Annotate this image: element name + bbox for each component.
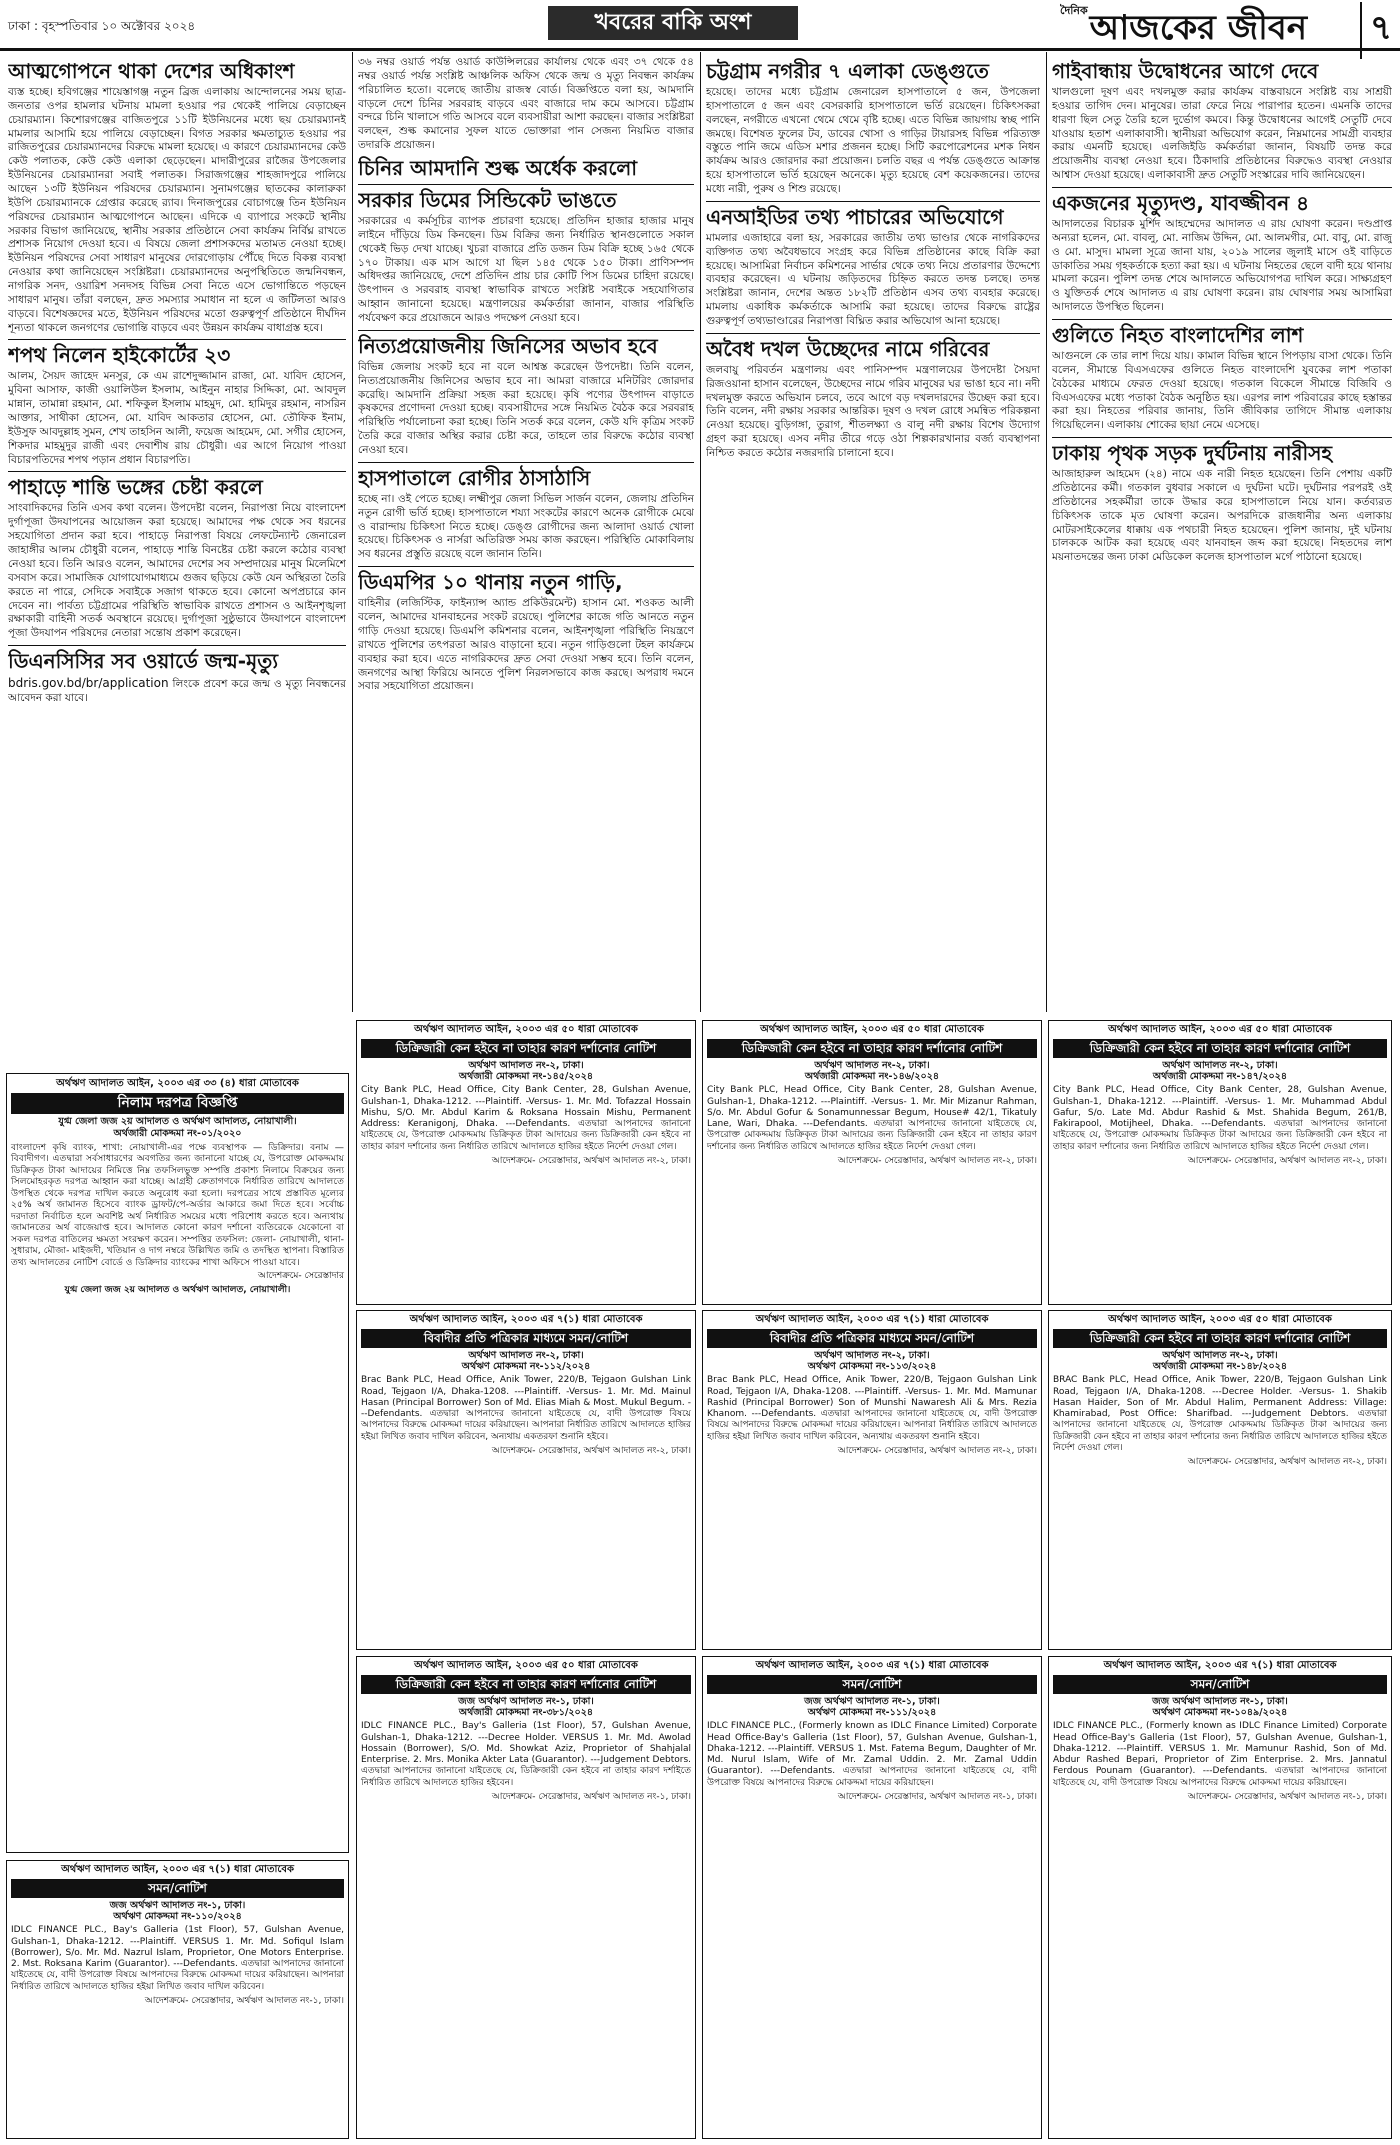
- notice-court: জজ অর্থঋণ আদালত নং-১, ঢাকা।: [109, 1899, 246, 1911]
- article-body-a2: আলম, সৈয়দ জাহেদ মনসুর, কে এম রাশেদুজ্জামান রাজা, মো. যাবিদ হোসেন, মুবিনা আসাফ, কাজী ওয়ালিউল ইসলাম, আইনুন নাহার সিদ্দিকা, মো. আবদুল মান্নান, তামান্না রহমান, মো. শফিকুল ইসলাম মাহমুদ, মো. হামিদুর রহমান, নাসরিন আক্তার, সাথীকা হোসেন, মো. যাবিদ আকতার হোসেন, মো. তৌফিক ইনাম, ইউসুফ আবদুল্লাহ সুমন, শেখ তাহসিন আলী, ফয়েজ আহমেদ, মো. সগীর হোসেন, শিকদার মাহমুদুর রাজী এবং দেবাশীষ রায় চৌধুরী। এর আগে নিয়োগ পাওয়া বিচারপতিদের শপথ পড়ান প্রধান বিচারপতি।: [8, 370, 346, 466]
- notice-law: অর্থঋণ আদালত আইন, ২০০৩ এর ৫০ ধারা মোতাবেক: [760, 1024, 984, 1035]
- column-divider: [700, 52, 701, 1012]
- headline-a10: চট্টগ্রাম নগরীর ৭ এলাকা ডেঙ্গুতে: [706, 59, 989, 83]
- notice-sign: আদেশক্রমে- সেরেস্তাদার, অর্থঋণ আদালত নং-১, ঢাকা।: [837, 1791, 1037, 1802]
- column-divider: [1046, 52, 1047, 1012]
- court-notice: [356, 1020, 696, 1305]
- notice-court: জজ অর্থঋণ আদালত নং-১, ঢাকা।: [804, 1695, 940, 1707]
- notice-case: অর্থঋণ মোকদ্দমা নং-১১৩/২০২৪: [807, 1361, 937, 1373]
- notice-law: অর্থঋণ আদালত আইন, ২০০৩ এর ৭(১) ধারা মোতাবেক: [409, 1314, 643, 1325]
- column-1: [8, 56, 346, 1068]
- notice-sign: আদেশক্রমে- সেরেস্তাদার, অর্থঋণ আদালত নং-১, ঢাকা।: [491, 1791, 691, 1802]
- court-notice: [702, 1310, 1042, 1650]
- court-notice: [356, 1656, 696, 2139]
- article-body-a7: বিভিন্ন জেলায় সংকট হবে না বলে আশ্বস্ত করেছেন উপদেষ্টা। তিনি বলেন, নিত্যপ্রয়োজনীয় জিনিসের অভাব হবে না। আমরা বাজারে মনিটরিং জোরদার করেছি। আমদানি প্রক্রিয়া সহজ করা হয়েছে। কৃষি পণ্যের উৎপাদন বাড়াতে কৃষকদের প্রণোদনা দেওয়া হচ্ছে। ব্যবসায়ীদের সঙ্গে নিয়মিত বৈঠক করে সরবরাহ পরিস্থিতি পর্যালোচনা করা হচ্ছে। তিনি সতর্ক করে বলেন, কেউ যদি কৃত্রিম সংকট তৈরি করে বাজার অস্থির করার চেষ্টা করে, তাহলে তার বিরুদ্ধে কঠোর ব্যবস্থা নেওয়া হবে।: [358, 360, 694, 457]
- notice-law: অর্থঋণ আদালত আইন, ২০০৩ এর ৫০ ধারা মোতাবেক: [414, 1660, 638, 1671]
- notice-title: বিবাদীর প্রতি পত্রিকার মাধ্যমে সমন/নোটিশ: [361, 1329, 691, 1348]
- column-4: [1052, 56, 1392, 1016]
- article-body-a11: মামলার এজাহারে বলা হয়, সরকারের জাতীয় তথ্য ভাণ্ডার থেকে নাগরিকদের ব্যক্তিগত তথ্য অবৈধভাবে সংগ্রহ করে বিভিন্ন প্রতিষ্ঠানের কাছে বিক্রি করা হয়েছে। আসামিরা নির্বাচন কমিশনের সার্ভার থেকে তথ্য নিয়ে প্রতারণার উদ্দেশ্যে ব্যবহার করেছেন। এ ঘটনায় জড়িতদের চিহ্নিত করতে তদন্ত চলছে। তদন্ত সংশ্লিষ্টরা জানান, দেশের অন্তত ১৮২টি প্রতিষ্ঠান এসব তথ্য ব্যবহার করেছে। মামলায় একাধিক কর্মকর্তাকে আসামি করা হয়েছে। তাদের বিরুদ্ধে রাষ্ট্রের গুরুত্বপূর্ণ তথ্যভাণ্ডারের নিরাপত্তা বিঘ্নিত করার অভিযোগ আনা হয়েছে।: [706, 231, 1040, 328]
- column-2: [358, 56, 694, 1016]
- headline-a16: ঢাকায় পৃথক সড়ক দুর্ঘটনায় নারীসহ: [1052, 441, 1332, 466]
- notice-title: সমন/নোটিশ: [11, 1879, 344, 1898]
- headline-a4: ডিএনসিসির সব ওয়ার্ডে জন্ম-মৃত্যু: [8, 649, 278, 674]
- notice-court: অর্থঋণ আদালত নং-২, ঢাকা।: [468, 1059, 584, 1071]
- headline-a2: শপথ নিলেন হাইকোর্টের ২৩: [8, 343, 231, 368]
- headline-a3: পাহাড়ে শান্তি ভঙ্গের চেষ্টা করলে: [8, 475, 263, 500]
- notice-court: জজ অর্থঋণ আদালত নং-১, ঢাকা।: [458, 1695, 594, 1707]
- notice-title: সমন/নোটিশ: [707, 1675, 1037, 1694]
- notice-court: যুগ্ম জেলা জজ ২য় আদালত ও অর্থঋণ আদালত, নোয়াখালী।: [58, 1116, 297, 1127]
- notice-law: অর্থঋণ আদালত আইন, ২০০৩ এর ৭(১) ধারা মোতাবেক: [755, 1314, 989, 1325]
- article-body-a5: ৩৬ নম্বর ওয়ার্ড পর্যন্ত ওয়ার্ড কাউন্সিলরের কার্যালয় থেকে এবং ৩৭ থেকে ৫৪ নম্বর ওয়ার্ড পর্যন্ত সংশ্লিষ্ট আঞ্চলিক অফিস থেকে জন্ম ও মৃত্যু নিবন্ধন কার্যক্রম পরিচালিত হতো। বলেছে জাতীয় রাজস্ব বোর্ড। বিজ্ঞপ্তিতে বলা হয়, আমদানি বাড়লে দেশে চিনির সরবরাহ বাড়বে এবং বাজারে দাম কমে আসবে। চট্টগ্রাম বন্দরে চিনি খালাসে গতি আসবে বলে ব্যবসায়ীরা আশা করছেন। বাজার সংশ্লিষ্টরা বলছেন, শুল্ক কমানোর সুফল যাতে ভোক্তারা পান সেজন্য নিয়মিত বাজার তদারকি প্রয়োজন।: [358, 56, 694, 152]
- notice-body: Brac Bank PLC, Head Office, Anik Tower, 220/B, Tejgaon Gulshan Link Road, Tejgaon I/A, Dhaka-1208. ---Plaintiff. -Versus- 1. Mr. Md. Mainul Hasan (Principal Borrower) Son of Md. Elias Miah & Most. Mukul Begum. ---Defendants. এতদ্বারা আপনাদের জানানো যাইতেছে যে, বাদী উপরোক্ত বিষয়ে আপনাদের বিরুদ্ধে মোকদ্দমা দায়ের করিয়াছেন। আপনারা নির্ধারিত তারিখে আদালতে হাজির হইয়া লিখিত জবাব দাখিল করিবেন, অন্যথায় একতরফা শুনানি হইবে।: [361, 1375, 691, 1442]
- article-body-a3: সাংবাদিকদের তিনি এসব কথা বলেন। উপদেষ্টা বলেন, নিরাপত্তা নিয়ে বাংলাদেশ দুর্গাপূজা উদযাপনের আয়োজন করা হয়েছে। আমাদের পক্ষ থেকে সব ধরনের সহযোগিতা প্রদান করা হবে। পাহাড়ে নিরাপত্তা বিষয়ে লেফটেন্যান্ট জেনারেল জাহাঙ্গীর আলম চৌধুরী বলেন, পাহাড়ে শান্তি বিনষ্টের চেষ্টা করলে কঠোর ব্যবস্থা নেওয়া হবে। তিনি আরও বলেন, আমাদের দেশের সব সম্প্রদায়ের মানুষ মিলেমিশে বসবাস করে। সামাজিক যোগাযোগমাধ্যমে গুজব ছড়িয়ে কেউ যেন অস্থিরতা তৈরি করতে না পারে, সেদিকে সবাইকে সজাগ থাকতে হবে। কোনো অপপ্রচারে কান দেবেন না। পার্বত্য চট্টগ্রামের পরিস্থিতি স্বাভাবিক রাখতে প্রশাসন ও আইনশৃঙ্খলা রক্ষাকারী বাহিনী সতর্ক অবস্থানে রয়েছে। দুর্গাপূজা সুষ্ঠুভাবে উদযাপনে বাংলাদেশ পূজা উদযাপন পরিষদের নেতারা সন্তোষ প্রকাশ করেছেন।: [8, 502, 346, 640]
- notice-law: অর্থঋণ আদালত আইন, ২০০৩ এর ৩৩ (৪) ধারা মোতাবেক: [56, 1078, 299, 1089]
- notice-law: অর্থঋণ আদালত আইন, ২০০৩ এর ৭(১) ধারা মোতাবেক: [61, 1864, 294, 1875]
- article-body-a13: খালগুলো দূষণ এবং দখলমুক্ত করার কার্যক্রম বাস্তবায়নে সংশ্লিষ্ট ব্যয় সাশ্রয়ী হওয়ার তাগিদ দেন। মানুষের। তারা ফেরে নিয়ে পারাপার হতেন। এমনকি তাদের ধারণা ছিল সেতু তৈরি হলে দুর্ভোগ কমবে। কিন্তু উদ্বোধনের আগেই সেতুটি দেবে যাওয়ায় হতাশ এলাকাবাসী। স্থানীয়রা অভিযোগ করেন, নিম্নমানের সামগ্রী ব্যবহার করায় এমনটি হয়েছে। এলজিইডি কর্মকর্তারা জানান, বিষয়টি তদন্ত করে প্রয়োজনীয় ব্যবস্থা নেওয়া হবে। ঠিকাদারি প্রতিষ্ঠানের বিরুদ্ধেও ব্যবস্থা নেওয়ার আশ্বাস দেওয়া হয়েছে। এলাকাবাসী দ্রুত সেতুটি সংস্কারের দাবি জানিয়েছেন।: [1052, 86, 1392, 182]
- notice-title: বিবাদীর প্রতি পত্রিকার মাধ্যমে সমন/নোটিশ: [707, 1329, 1037, 1348]
- notice-title: ডিক্রিজারী কেন হইবে না তাহার কারণ দর্শানোর নোটিশ: [707, 1039, 1037, 1058]
- notice-case: অর্থজারী মোকদ্দমা নং-৩৮১/২০২৪: [458, 1707, 594, 1719]
- article-body-a1: ব্যস্ত হচ্ছে। হবিগঞ্জের শায়েস্তাগঞ্জ নতুন ব্রিজ এলাকায় আন্দোলনের সময় ছাত্র-জনতার ওপর হামলার ঘটনায় মামলা হওয়ার পর থেকেই পালিয়ে বেড়াচ্ছেন চেয়ারম্যান। কিশোরগঞ্জের বাজিতপুরে ১১টি ইউনিয়নের মধ্যে ছয় চেয়ারম্যানই মামলার আসামি হয়ে পালিয়ে বেড়াচ্ছেন। বিগত সরকার ক্ষমতাচ্যুত হওয়ার পর রাজিতপুরের চেয়ারম্যানদের বিরুদ্ধে মামলা হয়েছে। এ কারণে চেয়ারম্যানদের কেউ কেউ পলাতক, কেউ কেউ এলাকা ছেড়েছেন। মাদারীপুরের রাজৈর উপজেলার ইউনিয়নের চেয়ারম্যানরা সবাই পলাতক। সিরাজগঞ্জের শাহজাদপুরে পালিয়ে আছেন ১৩টি ইউনিয়ন পরিষদের চেয়ারম্যান। সুনামগঞ্জের ছাতকের কালারুকা ইউপি চেয়ারম্যানকে গ্রেপ্তার করেছে র‍্যাব। দিনাজপুরের বোচাগঞ্জে তিন ইউনিয়ন পরিষদের চেয়ারম্যান আত্মগোপনে আছেন। এদিকে এ ব্যাপারে সংকটে স্থানীয় সরকার বিভাগ জানিয়েছে, স্থানীয় সরকার প্রতিষ্ঠানে সেবা কার্যক্রম নির্বিঘ্ন রাখতে প্রশাসক নিয়োগ দেওয়া হবে। এ বিষয়ে জেলা প্রশাসকদের মতামত নেওয়া হচ্ছে। ইউনিয়ন পরিষদের সেবা সাধারণ মানুষের দোরগোড়ায় পৌঁছে দিতে বিকল্প ব্যবস্থা নেওয়ার কথা জানিয়েছেন সংশ্লিষ্টরা। চেয়ারম্যানদের অনুপস্থিতিতে জন্মনিবন্ধন, নাগরিক সনদ, ওয়ারিশ সনদসহ বিভিন্ন সেবা নিতে এসে ভোগান্তিতে পড়ছেন সাধারণ মানুষ। তাঁরা বলছেন, দ্রুত সমস্যার সমাধান না হলে এ জটিলতা আরও বাড়বে। বিশেষজ্ঞদের মতে, ইউনিয়ন পরিষদের মতো গুরুত্বপূর্ণ প্রতিষ্ঠানে দীর্ঘদিন শূন্যতা থাকলে জনগণের ভোগান্তি বাড়বে এবং উন্নয়ন কার্যক্রম বাধাগ্রস্ত হবে।: [8, 86, 346, 334]
- headline-a12: অবৈধ দখল উচ্ছেদের নামে গরিবের: [706, 336, 990, 361]
- notice-court: অর্থঋণ আদালত নং-২, ঢাকা।: [814, 1059, 930, 1071]
- notice-body: City Bank PLC, Head Office, City Bank Center, 28, Gulshan Avenue, Gulshan-1, Dhaka-1212. ---Plaintiff. -Versus- 1. Mr. Muhammad Abdul Gafur, S/o. Late Md. Abdur Rashid & Mst. Shahida Begum, 261/B, Fakirapool, Motijheel, Dhaka. ---Defendants. এতদ্বারা আপনাদের জানানো যাইতেছে যে, উপরোক্ত মোকদ্দমায় ডিক্রিকৃত টাকা আদায়ের জন্য ডিক্রিজারী কেন হইবে না তাহার কারণ দর্শানোর জন্য নির্ধারিত তারিখে আদালতে হাজির হইতে নির্দেশ দেওয়া গেল।: [1053, 1085, 1387, 1152]
- headline-a9: ডিএমপির ১০ থানায় নতুন গাড়ি,: [358, 570, 623, 595]
- notice-body: IDLC FINANCE PLC., (Formerly known as IDLC Finance Limited) Corporate Head Office-Bay's Galleria (1st Floor), 57, Gulshan Avenue, Gulshan-1, Dhaka-1212. ---Plaintiff. VERSUS 1. Mst. Fatema Begum, Daughter of Mr. Md. Nurul Islam, Wife of Mr. Zamal Uddin. 2. Mr. Zamal Uddin (Guarantor). ---Defendants. এতদ্বারা আপনাদের জানানো যাইতেছে যে, বাদী উপরোক্ত বিষয়ে আপনাদের বিরুদ্ধে মোকদ্দমা দায়ের করিয়াছেন।: [707, 1721, 1037, 1788]
- headline-a5: চিনির আমদানি শুল্ক অর্ধেক করলো: [358, 156, 638, 181]
- notice-law: অর্থঋণ আদালত আইন, ২০০৩ এর ৭(১) ধারা মোতাবেক: [755, 1660, 989, 1671]
- notice-case: অর্থঋণ মোকদ্দমা নং-১০৪৯/২০২৪: [1152, 1707, 1288, 1719]
- bdris-link[interactable]: bdris.gov.bd/br/application: [8, 676, 169, 691]
- notice-case: অর্থজারী মোকদ্দমা নং-১৪৮/২০২৪: [1152, 1361, 1288, 1373]
- headline-a1: আত্মগোপনে থাকা দেশের অধিকাংশ: [8, 59, 295, 83]
- notice-law: অর্থঋণ আদালত আইন, ২০০৩ এর ৭(১) ধারা মোতাবেক: [1103, 1660, 1337, 1671]
- notice-body: বাংলাদেশ কৃষি ব্যাংক, শাখা: নোয়াখালী-এর পক্ষে ব্যবস্থাপক — ডিক্রিদার। বনাম — বিবাদীগণ। এতদ্বারা সর্বসাধারণের অবগতির জন্য জানানো যাচ্ছে যে, উপরোক্ত মোকদ্দমায় ডিক্রিকৃত টাকা আদায়ের নিমিত্তে নিম্ন তফসিলভুক্ত সম্পত্তি প্রকাশ্য নিলামে বিক্রয়ের জন্য সিলমোহরকৃত দরপত্র আহ্বান করা যাচ্ছে। আগ্রহী ক্রেতাগণকে নির্ধারিত তারিখে আদালতে উপস্থিত থেকে দরপত্র দাখিল করতে অনুরোধ করা হলো। দরপত্রের সাথে প্রস্তাবিত মূল্যের ২৫% অর্থ জামানত হিসেবে ব্যাংক ড্রাফট/পে-অর্ডার আকারে জমা দিতে হবে। সর্বোচ্চ দরদাতা নির্বাচিত হলে অবশিষ্ট অর্থ নির্ধারিত সময়ের মধ্যে পরিশোধ করতে হবে। অন্যথায় জামানতের অর্থ বাজেয়াপ্ত হবে। আদালত কোনো কারণ দর্শানো ব্যতিরেকে যেকোনো বা সকল দরপত্র বাতিলের ক্ষমতা সংরক্ষণ করেন। সম্পত্তির তফসিল: জেলা- নোয়াখালী, থানা- সুধারাম, মৌজা- মাইজদী, খতিয়ান ও দাগ নম্বরে উল্লিখিত জমি ও তদস্থিত স্থাপনা। বিস্তারিত তথ্য আদালতের নোটিশ বোর্ডে ও ডিক্রিদার ব্যাংকের শাখা অফিসে পাওয়া যাবে।: [11, 1141, 344, 1268]
- notice-sign: আদেশক্রমে- সেরেস্তাদার, অর্থঋণ আদালত নং-২, ঢাকা।: [1187, 1155, 1387, 1166]
- headline-a6: সরকার ডিমের সিন্ডিকেট ভাঙতে: [358, 188, 617, 213]
- headline-a13: গাইবান্ধায় উদ্বোধনের আগে দেবে: [1052, 59, 1319, 83]
- headline-a14: একজনের মৃত্যুদণ্ড, যাবজ্জীবন ৪: [1052, 191, 1310, 216]
- notice-court: জজ অর্থঋণ আদালত নং-১, ঢাকা।: [1152, 1695, 1288, 1707]
- notice-court: অর্থঋণ আদালত নং-২, ঢাকা।: [1162, 1349, 1278, 1361]
- court-notice: [356, 1310, 696, 1650]
- notice-court: অর্থঋণ আদালত নং-২, ঢাকা।: [468, 1349, 584, 1361]
- article-body-a6: সরকারের এ কর্মসূচির ব্যাপক প্রচারণা হয়েছে। প্রতিদিন হাজার হাজার মানুষ লাইনে দাঁড়িয়ে ডিম কিনছেন। ডিম বিক্রির জন্য নির্ধারিত স্থানগুলোতে সকাল থেকেই ভিড় দেখা যাচ্ছে। খুচরা বাজারে প্রতি ডজন ডিম বিক্রি হচ্ছে ১৬৫ থেকে ১৭০ টাকায়। এক মাস আগে যা ছিল ১৪৫ থেকে ১৫০ টাকা। প্রাণিসম্পদ অধিদপ্তর জানিয়েছে, দেশে প্রতিদিন প্রায় চার কোটি পিস ডিমের চাহিদা রয়েছে। উৎপাদন ও সরবরাহ ব্যবস্থা স্বাভাবিক রাখতে সংশ্লিষ্ট সবাইকে সহযোগিতার আহ্বান জানানো হয়েছে। মন্ত্রণালয়ের কর্মকর্তারা জানান, বাজার পরিস্থিতি পর্যবেক্ষণ করে প্রয়োজনে আরও পদক্ষেপ নেওয়া হবে।: [358, 215, 694, 325]
- court-notice: [1048, 1310, 1392, 1650]
- notice-body: City Bank PLC, Head Office, City Bank Center, 28, Gulshan Avenue, Gulshan-1, Dhaka-1212. ---Plaintiff. -Versus- 1. Mr. Mir Mizanur Rahman, S/o. Mr. Abdul Gofur & Sonamunnessar Begum, House# 42/1, Tikatuly Lane, Wari, Dhaka. ---Defendants. এতদ্বারা আপনাদের জানানো যাইতেছে যে, উপরোক্ত মোকদ্দমায় ডিক্রিকৃত টাকা আদায়ের জন্য ডিক্রিজারী কেন হইবে না তাহার কারণ দর্শানোর জন্য নির্ধারিত তারিখে আদালতে হাজির হইতে নির্দেশ দেওয়া গেল।: [707, 1085, 1037, 1152]
- notice-body: City Bank PLC, Head Office, City Bank Center, 28, Gulshan Avenue, Gulshan-1, Dhaka-1212. ---Plaintiff. -Versus- 1. Mr. Md. Tofazzal Hossain Mishu, S/O. Mr. Abdul Karim & Roksana Hossain Mishu, Permanent Address: Keranigonj, Dhaka. ---Defendants. এতদ্বারা আপনাদের জানানো যাইতেছে যে, উপরোক্ত মোকদ্দমায় ডিক্রিকৃত টাকা আদায়ের জন্য ডিক্রিজারী কেন হইবে না তাহার কারণ দর্শানোর জন্য নির্ধারিত তারিখে আদালতে হাজির হইতে নির্দেশ দেওয়া গেল।: [361, 1085, 691, 1152]
- notice-case: অর্থজারী মোকদ্দমা নং-১৪৬/২০২৪: [804, 1071, 940, 1083]
- headline-a7: নিত্যপ্রয়োজনীয় জিনিসের অভাব হবে: [358, 333, 658, 358]
- notice-sign: আদেশক্রমে- সেরেস্তাদার, অর্থঋণ আদালত নং-১, ঢাকা।: [1187, 1791, 1387, 1802]
- notice-sign: আদেশক্রমে- সেরেস্তাদার, অর্থঋণ আদালত নং-২, ঢাকা।: [837, 1155, 1037, 1166]
- notice-title: সমন/নোটিশ: [1053, 1675, 1387, 1694]
- notice-title: ডিক্রিজারী কেন হইবে না তাহার কারণ দর্শানোর নোটিশ: [1053, 1329, 1387, 1348]
- notice-footer: যুগ্ম জেলা জজ ২য় আদালত ও অর্থঋণ আদালত, নোয়াখালী।: [64, 1284, 291, 1295]
- headline-a8: হাসপাতালে রোগীর ঠাসাঠাসি: [358, 465, 591, 490]
- court-notice: [1048, 1656, 1392, 2139]
- masthead: [0, 0, 1400, 51]
- notice-sign: আদেশক্রমে- সেরেস্তাদার, অর্থঋণ আদালত নং-২, ঢাকা।: [491, 1155, 691, 1166]
- newspaper-logo: $^{দৈনিক}$আজকের জীবন: [1060, 4, 1308, 48]
- article-body-a14: আদালতের বিচারক মুর্শিদ আহম্মেদের আদালত এ রায় ঘোষণা করেন। দণ্ডপ্রাপ্ত অন্যরা হলেন, মো. বাবলু, মো. নাজিম উদ্দিন, মো. আলমগীর, মো. বাবু, মো. রাজু ও মো. মাসুদ। মামলা সূত্রে জানা যায়, ২০১৯ সালের জুলাই মাসে ওই বাড়িতে ডাকাতির সময় গৃহকর্তাকে হত্যা করা হয়। এ ঘটনায় নিহতের ছেলে বাদী হয়ে থানায় মামলা করেন। পুলিশ তদন্ত শেষে আদালতে অভিযোগপত্র দাখিল করে। সাক্ষ্যগ্রহণ ও যুক্তিতর্ক শেষে আদালত এ রায় ঘোষণা করেন। রায় ঘোষণার সময় আসামিরা আদালতে উপস্থিত ছিলেন।: [1052, 218, 1392, 314]
- issue-date: ঢাকা : বৃহস্পতিবার ১০ অক্টোবর ২০২৪: [8, 19, 196, 33]
- court-notice: [1048, 1020, 1392, 1305]
- article-body-a10: হয়েছে। তাদের মধ্যে চট্টগ্রাম জেনারেল হাসপাতালে ৫ জন, উপজেলা হাসপাতালে ৫ জন এবং বেসরকারি হাসপাতালে ভর্তি রয়েছেন। চিকিৎসকরা বলছেন, নগরীতে এখনো থেমে থেমে বৃষ্টি হচ্ছে। এতে বিভিন্ন জায়গায় স্বচ্ছ পানি জমছে। বিশেষত ফুলের টব, ডাবের খোসা ও গাড়ির টায়ারসহ বিভিন্ন পরিত্যক্ত বস্তুতে পানি জমে এডিস মশার প্রজনন হচ্ছে। সিটি করপোরেশনের মশক নিধন কার্যক্রম আরও জোরদার করা প্রয়োজন। চলতি বছর এ পর্যন্ত ডেঙ্গুতে আক্রান্ত হয়ে হাসপাতালে ভর্তি হয়েছেন অনেকে। মৃত্যু হয়েছে বেশ কয়েকজনের। তাদের মধ্যে নারী, পুরুষ ও শিশু রয়েছে।: [706, 86, 1040, 196]
- court-notice: [702, 1020, 1042, 1305]
- article-body-a8: হচ্ছে না। ওই পেতে হচ্ছে। লক্ষ্মীপুর জেলা সিভিল সার্জন বলেন, জেলায় প্রতিদিন নতুন রোগী ভর্তি হচ্ছে। হাসপাতালে শয্যা সংকটের কারণে অনেক রোগীকে মেঝে ও বারান্দায় চিকিৎসা নিতে হচ্ছে। ডেঙ্গু রোগীদের জন্য আলাদা ওয়ার্ড খোলা হয়েছে। চিকিৎসক ও নার্সরা অতিরিক্ত সময় কাজ করছেন। পরিস্থিতি মোকাবিলায় সব ধরনের প্রস্তুতি রয়েছে বলে জানান তিনি।: [358, 492, 694, 561]
- notice-sign: আদেশক্রমে- সেরেস্তাদার, অর্থঋণ আদালত নং-১, ঢাকা।: [144, 1995, 344, 2006]
- notice-body: IDLC FINANCE PLC., (Formerly known as IDLC Finance Limited) Corporate Head Office-Bay's Galleria (1st Floor), 57, Gulshan Avenue, Gulshan-1, Dhaka-1212. ---Plaintiff. VERSUS 1. Mr. Mamunur Rashid, Son of Md. Abdur Rashed Bepari, Proprietor of Zim Enterprise. 2. Mrs. Jannatul Ferdous Pounam (Guarantor). ---Defendants. এতদ্বারা আপনাদের জানানো যাইতেছে যে, বাদী উপরোক্ত বিষয়ে আপনাদের বিরুদ্ধে মোকদ্দমা দায়ের করিয়াছেন।: [1053, 1721, 1387, 1788]
- notice-title: ডিক্রিজারী কেন হইবে না তাহার কারণ দর্শানোর নোটিশ: [361, 1039, 691, 1058]
- notice-body: Brac Bank PLC, Head Office, Anik Tower, 220/B, Tejgaon Gulshan Link Road, Tejgaon I/A, Dhaka-1208. ---Plaintiff. -Versus- 1. Mr. Md. Mamunar Rashid (Principal Borrower) Son of Munshi Nawaresh Ali & Mrs. Rezia Khanom. ---Defendants. এতদ্বারা আপনাদের জানানো যাইতেছে যে, বাদী উপরোক্ত বিষয়ে আপনাদের বিরুদ্ধে মোকদ্দমা দায়ের করিয়াছেন। আপনারা নির্ধারিত তারিখে আদালতে হাজির হইয়া লিখিত জবাব দাখিল করিবেন, অন্যথায় একতরফা শুনানি হইবে।: [707, 1375, 1037, 1442]
- notice-sign: আদেশক্রমে- সেরেস্তাদার: [258, 1271, 344, 1282]
- article-body-a9: বাহিনীর (লজিস্টিক, ফাইন্যান্স অ্যান্ড প্রকিউরমেন্ট) হাসান মো. শওকত আলী বলেন, আমাদের যানবাহনের সংকট রয়েছে। পুলিশের কাজে গতি আনতে নতুন গাড়ি দেওয়া হয়েছে। ডিএমপি কমিশনার বলেন, আইনশৃঙ্খলা পরিস্থিতি নিয়ন্ত্রণে রাখতে পুলিশের তৎপরতা আরও বাড়ানো হবে। নতুন গাড়িগুলো টহল কার্যক্রমে ব্যবহার করা হবে। এতে নাগরিকদের দ্রুত সেবা দেওয়া সম্ভব হবে। তিনি বলেন, জনগণের আস্থা ফিরিয়ে আনতে পুলিশ নিরলসভাবে কাজ করছে। অপরাধ দমনে সবার সহযোগিতা প্রয়োজন।: [358, 597, 694, 693]
- notice-title: ডিক্রিজারী কেন হইবে না তাহার কারণ দর্শানোর নোটিশ: [1053, 1039, 1387, 1058]
- article-body-a16: আজাহারুল আহমেদ (২৪) নামে এক নারী নিহত হয়েছেন। তিনি পেশায় একটি প্রতিষ্ঠানের কর্মী। গতকাল বুধবার সকালে এ দুর্ঘটনা ঘটে। দুর্ঘটনার পরপরই ওই প্রতিষ্ঠানের সহকর্মীরা তাকে উদ্ধার করে হাসপাতালে নিয়ে যান। কর্তব্যরত চিকিৎসক তাকে মৃত ঘোষণা করেন। অপরদিকে রাজধানীর অন্য এলাকায় মোটরসাইকেলের ধাক্কায় এক পথচারী নিহত হয়েছেন। পুলিশ জানায়, দুই ঘটনায় চালককে আটক করা হয়েছে এবং যানবাহন জব্দ করা হয়েছে। নিহতদের লাশ ময়নাতদন্তের জন্য ঢাকা মেডিকেল কলেজ হাসপাতাল মর্গে পাঠানো হয়েছে।: [1052, 468, 1392, 564]
- notice-sign: আদেশক্রমে- সেরেস্তাদার, অর্থঋণ আদালত নং-২, ঢাকা।: [491, 1445, 691, 1456]
- headline-a11: এনআইডির তথ্য পাচারের অভিযোগে: [706, 204, 1004, 229]
- article-body-a15: আগুনলে কে তার লাশ দিয়ে যায়। কামাল বিভিন্ন স্থানে পিপড়ায় বাসা থেকে। তিনি বলেন, সীমান্তে বিএসএফের গুলিতে নিহত বাংলাদেশি যুবকের লাশ পতাকা বৈঠকের মাধ্যমে ফেরত দেওয়া হয়েছে। গতকাল বিকেলে সীমান্তে বিজিবি ও বিএসএফের মধ্যে পতাকা বৈঠক অনুষ্ঠিত হয়। এরপর লাশ পরিবারের কাছে হস্তান্তর করা হয়। নিহতের পরিবার জানায়, তিনি জীবিকার তাগিদে সীমান্ত এলাকায় গিয়েছিলেন। এলাকায় শোকের ছায়া নেমে এসেছে।: [1052, 350, 1392, 432]
- auction-notice: [6, 1073, 349, 1853]
- notice-case: অর্থঋণ মোকদ্দমা নং-১১২/২০২৪: [461, 1361, 591, 1373]
- notice-body: IDLC FINANCE PLC., Bay's Galleria (1st Floor), 57, Gulshan Avenue, Gulshan-1, Dhaka-1212. ---Decree Holder. VERSUS 1. Mr. Md. Awolad Hossain (Borrower), S/O. Md. Showkat Aziz, Proprietor of Shahjalal Enterprise. 2. Mrs. Monika Akter Lata (Guarantor). ---Judgement Debtors. এতদ্বারা আপনাদের জানানো যাইতেছে যে, ডিক্রিজারী কেন হইবে না তাহার কারণ দর্শাইতে নির্ধারিত তারিখে আদালতে হাজির হইবেন।: [361, 1721, 691, 1788]
- notice-law: অর্থঋণ আদালত আইন, ২০০৩ এর ৫০ ধারা মোতাবেক: [414, 1024, 638, 1035]
- notice-body: BRAC Bank PLC, Head Office, Anik Tower, 220/B, Tejgaon Gulshan Link Road, Tejgaon I/A, Dhaka-1208. ---Decree Holder. -Versus- 1. Shakib Hasan Haider, Son of Mr. Abdul Halim, Permanent Address: Village: Khamirabad, Post Office: Sharifbad. ---Judgement Debtors. এতদ্বারা আপনাদের জানানো যাইতেছে যে, উপরোক্ত মোকদ্দমায় ডিক্রিকৃত টাকা আদায়ের জন্য ডিক্রিজারী কেন হইবে না তাহার কারণ দর্শানোর জন্য নির্ধারিত তারিখে আদালতে হাজির হইতে নির্দেশ দেওয়া গেল।: [1053, 1375, 1387, 1453]
- headline-a15: গুলিতে নিহত বাংলাদেশির লাশ: [1052, 323, 1304, 348]
- notice-title: ডিক্রিজারী কেন হইবে না তাহার কারণ দর্শানোর নোটিশ: [361, 1675, 691, 1694]
- notice-sign: আদেশক্রমে- সেরেস্তাদার, অর্থঋণ আদালত নং-২, ঢাকা।: [837, 1445, 1037, 1456]
- notice-case: অর্থঋণ মোকদ্দমা নং-১১১/২০২৪: [807, 1707, 937, 1719]
- page-number: ৭: [1360, 2, 1392, 59]
- notice-case: অর্থজারী মোকদ্দমা নং-০১/২০২০: [113, 1127, 242, 1139]
- notice-title: নিলাম দরপত্র বিজ্ঞপ্তি: [11, 1093, 344, 1115]
- notice-law: অর্থঋণ আদালত আইন, ২০০৩ এর ৫০ ধারা মোতাবেক: [1108, 1024, 1332, 1035]
- notice-case: অর্থঋণ মোকদ্দমা নং-১১০/২০২৪: [113, 1911, 242, 1923]
- article-body-a12: জলবায়ু পরিবর্তন মন্ত্রণালয় এবং পানিসম্পদ মন্ত্রণালয়ের উপদেষ্টা সৈয়দা রিজওয়ানা হাসান বলেছেন, উচ্ছেদের নামে গরিব মানুষের ঘর ভাঙা হবে না। নদী দখলমুক্ত করতে অভিযান চলবে, তবে আগে বড় দখলদারদের উচ্ছেদ করা হবে। তিনি বলেন, নদী রক্ষায় সরকার আন্তরিক। দূষণ ও দখল রোধে সমন্বিত পরিকল্পনা নেওয়া হয়েছে। বুড়িগঙ্গা, তুরাগ, শীতলক্ষ্যা ও বালু নদী রক্ষায় বিশেষ উদ্যোগ গ্রহণ করা হয়েছে। এসব নদীর তীরে গড়ে ওঠা শিল্পকারখানার বর্জ্য ব্যবস্থাপনা নিশ্চিত করতে কঠোর নজরদারি চালানো হবে।: [706, 363, 1040, 460]
- notice-sign: আদেশক্রমে- সেরেস্তাদার, অর্থঋণ আদালত নং-২, ঢাকা।: [1187, 1457, 1387, 1467]
- notice-case: অর্থজারী মোকদ্দমা নং-১৪৫/২০২৪: [458, 1071, 594, 1083]
- notice-court: অর্থঋণ আদালত নং-২, ঢাকা।: [1162, 1059, 1278, 1071]
- column-divider: [352, 52, 353, 1012]
- notice-case: অর্থজারী মোকদ্দমা নং-১৪৭/২০২৪: [1152, 1071, 1288, 1083]
- notice-body: IDLC FINANCE PLC., Bay's Galleria (1st Floor), 57, Gulshan Avenue, Gulshan-1, Dhaka-1212. ---Plaintiff. VERSUS 1. Mr. Md. Sofiqul Islam (Borrower), S/o. Mr. Md. Nazrul Islam, Proprietor, One Motors Enterprise. 2. Mst. Roksana Karim (Guarantor). ---Defendants. এতদ্বারা আপনাদের জানানো যাইতেছে যে, বাদী উপরোক্ত বিষয়ে আপনাদের বিরুদ্ধে মোকদ্দমা দায়ের করিয়াছেন। আপনারা নির্ধারিত তারিখে আদালতে হাজির হইয়া লিখিত জবাব দাখিল করিবেন।: [11, 1925, 344, 1992]
- notice-court: অর্থঋণ আদালত নং-২, ঢাকা।: [814, 1349, 930, 1361]
- article-body-a4: bdris.gov.bd/br/application লিংকে প্রবেশ করে জন্ম ও মৃত্যু নিবন্ধনের আবেদন করা যাবে।: [8, 676, 346, 704]
- court-notice: [6, 1860, 349, 2139]
- court-notice: [702, 1656, 1042, 2139]
- column-3: [706, 56, 1040, 1016]
- notice-law: অর্থঋণ আদালত আইন, ২০০৩ এর ৫০ ধারা মোতাবেক: [1108, 1314, 1332, 1325]
- section-title: খবরের বাকি অংশ: [548, 6, 798, 40]
